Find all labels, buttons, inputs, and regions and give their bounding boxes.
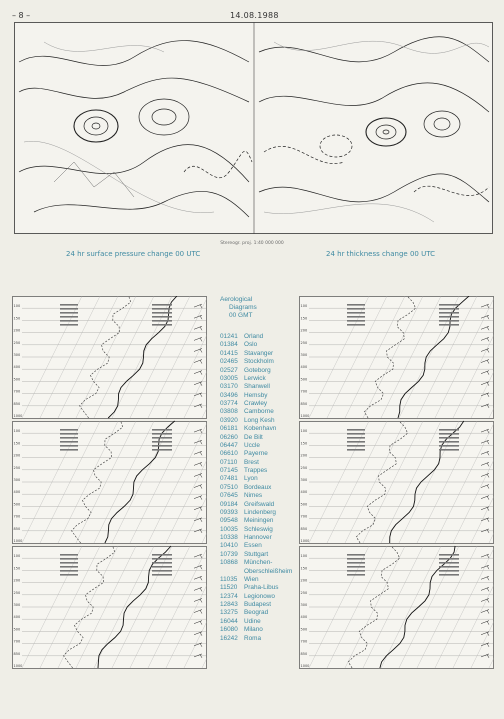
station-item xyxy=(220,492,300,500)
pressure-label: 100 xyxy=(300,429,308,434)
pressure-label: 300 xyxy=(300,478,308,482)
station-item xyxy=(220,584,300,592)
pressure-label: 150 xyxy=(13,566,21,571)
pressure-label: 850 xyxy=(13,526,21,531)
station-list xyxy=(220,333,300,643)
station-name: Meiningen xyxy=(244,517,274,525)
pressure-label: 1000 xyxy=(13,539,23,543)
pressure-label: 500 xyxy=(300,502,308,507)
legend-subtitle-2: 00 GMT xyxy=(229,312,253,319)
station-item xyxy=(220,526,300,534)
station-code: 13275 xyxy=(220,609,238,617)
station-code: 01415 xyxy=(220,349,238,357)
aerological-diagram xyxy=(13,421,208,544)
station-code: 10410 xyxy=(220,542,238,550)
station-item xyxy=(220,333,300,341)
pressure-label: 500 xyxy=(13,627,21,632)
station-code: 03496 xyxy=(220,391,238,399)
right-map xyxy=(259,37,489,222)
station-name: Payerne xyxy=(244,450,268,458)
pressure-label: 200 xyxy=(13,578,21,583)
station-code: 03005 xyxy=(220,374,238,382)
projection-note: Stereogr. proj. 1:40 000 000 xyxy=(220,241,284,246)
pressure-label: 400 xyxy=(300,365,308,370)
pressure-label: 150 xyxy=(300,316,308,321)
pressure-label: 300 xyxy=(13,353,21,357)
pressure-label: 400 xyxy=(13,615,21,620)
station-code: 11035 xyxy=(220,575,238,583)
aerological-diagram xyxy=(13,546,208,669)
pressure-label: 150 xyxy=(13,316,21,321)
page-number: – 8 – xyxy=(12,11,31,20)
station-item xyxy=(220,383,300,391)
station-item xyxy=(220,341,300,349)
station-code: 07481 xyxy=(220,475,238,483)
pressure-label: 100 xyxy=(13,554,21,559)
station-name: Oberschleißheim xyxy=(244,567,293,575)
station-item xyxy=(220,467,300,475)
aerological-diagrams-left xyxy=(12,296,207,669)
station-code: 06447 xyxy=(220,441,238,449)
right-map-caption: 24 hr thickness change 00 UTC xyxy=(326,250,435,258)
station-item xyxy=(220,626,300,634)
station-name: Uccle xyxy=(244,441,260,449)
pressure-label: 1000 xyxy=(300,664,310,668)
station-name: Udine xyxy=(244,617,261,625)
left-map xyxy=(19,41,252,217)
station-name: Greifswald xyxy=(244,500,275,508)
station-item xyxy=(220,450,300,458)
station-item xyxy=(220,375,300,383)
station-item xyxy=(220,534,300,542)
aerological-diagram xyxy=(300,421,495,544)
pressure-label: 1000 xyxy=(13,664,23,668)
pressure-label: 300 xyxy=(13,603,21,607)
station-code: 12374 xyxy=(220,592,238,600)
station-code: 07110 xyxy=(220,458,238,466)
station-item xyxy=(220,593,300,601)
station-name: Beograd xyxy=(244,609,269,617)
station-item xyxy=(220,475,300,483)
pressure-label: 250 xyxy=(300,340,308,345)
station-item xyxy=(220,635,300,643)
station-item xyxy=(220,408,300,416)
station-code: 09548 xyxy=(220,517,238,525)
pressure-label: 150 xyxy=(300,441,308,446)
station-item xyxy=(220,367,300,375)
pressure-label: 100 xyxy=(300,554,308,559)
station-code: 12843 xyxy=(220,601,238,608)
pressure-label: 700 xyxy=(13,389,21,394)
station-code: 02465 xyxy=(220,358,238,366)
pressure-label: 850 xyxy=(300,526,308,531)
station-name: Stuttgart xyxy=(244,550,269,558)
station-code: 06181 xyxy=(220,425,238,433)
station-item xyxy=(220,551,300,559)
station-code: 01384 xyxy=(220,341,238,349)
pressure-label: 250 xyxy=(300,590,308,595)
station-name: De Bilt xyxy=(244,433,263,441)
pressure-label: 250 xyxy=(13,465,21,470)
legend-title: Aerological xyxy=(220,296,253,303)
station-code: 07645 xyxy=(220,492,238,500)
pressure-label: 1000 xyxy=(300,414,310,418)
station-item xyxy=(220,484,300,492)
station-name: Stockholm xyxy=(244,358,274,366)
pressure-label: 500 xyxy=(13,377,21,382)
station-code: 03170 xyxy=(220,383,238,391)
station-name: Camborne xyxy=(244,408,274,416)
station-name: Schleswig xyxy=(244,525,273,533)
pressure-label: 700 xyxy=(300,639,308,644)
station-code: 10868 xyxy=(220,559,238,567)
station-code xyxy=(220,568,244,576)
station-item xyxy=(220,350,300,358)
pressure-label: 400 xyxy=(300,615,308,620)
pressure-label: 150 xyxy=(13,441,21,446)
pressure-label: 400 xyxy=(300,490,308,495)
station-item xyxy=(220,576,300,584)
station-name: Brest xyxy=(244,458,259,466)
left-map-caption: 24 hr surface pressure change 00 UTC xyxy=(66,250,201,258)
aerological-diagram xyxy=(300,546,495,669)
pressure-label: 100 xyxy=(13,429,21,434)
pressure-label: 150 xyxy=(300,566,308,571)
station-item xyxy=(220,425,300,433)
pressure-label: 300 xyxy=(13,478,21,482)
station-code: 01241 xyxy=(220,333,238,340)
station-code: 16080 xyxy=(220,626,238,634)
pressure-label: 500 xyxy=(300,377,308,382)
station-item xyxy=(220,442,300,450)
station-item xyxy=(220,568,300,576)
station-code: 06260 xyxy=(220,433,238,441)
pressure-label: 200 xyxy=(13,328,21,333)
pressure-label: 850 xyxy=(300,401,308,406)
station-item xyxy=(220,618,300,626)
station-item xyxy=(220,509,300,517)
station-name: Budapest xyxy=(244,601,272,608)
pressure-label: 400 xyxy=(13,490,21,495)
station-name: Kobenhavn xyxy=(244,425,277,433)
station-name: Orland xyxy=(244,333,264,340)
station-code: 02527 xyxy=(220,366,238,374)
pressure-label: 700 xyxy=(13,514,21,519)
pressure-label: 250 xyxy=(300,465,308,470)
pressure-label: 300 xyxy=(300,353,308,357)
station-item xyxy=(220,609,300,617)
station-code: 16242 xyxy=(220,634,238,642)
station-name: Crawley xyxy=(244,400,268,407)
aerological-diagram xyxy=(13,296,208,419)
station-name: Hannover xyxy=(244,534,272,541)
station-code: 03808 xyxy=(220,408,238,416)
pressure-label: 700 xyxy=(300,389,308,394)
page-date: 14.08.1988 xyxy=(230,11,279,20)
station-name: Praha-Libus xyxy=(244,584,279,592)
station-code: 10035 xyxy=(220,525,238,533)
station-item xyxy=(220,517,300,525)
station-name: Lerwick xyxy=(244,374,266,382)
station-code: 09393 xyxy=(220,508,238,516)
aerological-diagram xyxy=(300,296,495,419)
pressure-label: 200 xyxy=(13,453,21,458)
station-name: München- xyxy=(244,559,273,567)
station-item xyxy=(220,400,300,408)
pressure-label: 250 xyxy=(13,590,21,595)
station-name: Stavanger xyxy=(244,349,274,357)
station-item xyxy=(220,601,300,609)
station-item xyxy=(220,417,300,425)
station-name: Hemsby xyxy=(244,391,268,399)
pressure-label: 200 xyxy=(300,453,308,458)
station-item xyxy=(220,501,300,509)
pressure-label: 700 xyxy=(13,639,21,644)
station-item xyxy=(220,459,300,467)
pressure-label: 1000 xyxy=(13,414,23,418)
pressure-label: 850 xyxy=(13,651,21,656)
aerological-legend xyxy=(220,296,300,643)
station-name: Roma xyxy=(244,634,262,642)
station-name: Nimes xyxy=(244,492,263,500)
station-name: Goteborg xyxy=(244,366,271,374)
pressure-label: 100 xyxy=(13,304,21,309)
station-item xyxy=(220,434,300,442)
station-code: 10338 xyxy=(220,534,238,541)
station-code: 09184 xyxy=(220,500,238,508)
pressure-label: 100 xyxy=(300,304,308,309)
station-code: 16044 xyxy=(220,617,238,625)
station-name: Lyon xyxy=(244,475,258,483)
station-name: Long Kesh xyxy=(244,416,275,424)
aerological-diagrams-right xyxy=(299,296,494,669)
station-name: Bordeaux xyxy=(244,483,272,491)
pressure-label: 400 xyxy=(13,365,21,370)
pressure-label: 700 xyxy=(300,514,308,519)
pressure-label: 300 xyxy=(300,603,308,607)
station-code: 10739 xyxy=(220,550,238,558)
station-item xyxy=(220,542,300,550)
pressure-label: 850 xyxy=(300,651,308,656)
station-name: Milano xyxy=(244,626,263,634)
station-name: Lindenberg xyxy=(244,508,276,516)
pressure-label: 250 xyxy=(13,340,21,345)
station-code: 07145 xyxy=(220,467,238,474)
station-code: 06610 xyxy=(220,450,238,458)
station-name: Trappes xyxy=(244,467,268,474)
station-item xyxy=(220,559,300,567)
station-name: Legionowo xyxy=(244,592,275,600)
station-code: 11520 xyxy=(220,584,238,592)
weather-maps xyxy=(14,22,493,234)
pressure-label: 500 xyxy=(13,502,21,507)
station-name: Shanwell xyxy=(244,383,270,391)
station-name: Wien xyxy=(244,575,259,583)
station-code: 03774 xyxy=(220,400,238,407)
station-item xyxy=(220,392,300,400)
legend-subtitle-1: Diagrams xyxy=(229,304,257,311)
pressure-label: 200 xyxy=(300,328,308,333)
pressure-label: 1000 xyxy=(300,539,310,543)
station-code: 03920 xyxy=(220,416,238,424)
pressure-label: 850 xyxy=(13,401,21,406)
station-name: Essen xyxy=(244,542,262,550)
station-name: Oslo xyxy=(244,341,258,349)
pressure-label: 500 xyxy=(300,627,308,632)
station-code: 07510 xyxy=(220,483,238,491)
station-item xyxy=(220,358,300,366)
pressure-label: 200 xyxy=(300,578,308,583)
